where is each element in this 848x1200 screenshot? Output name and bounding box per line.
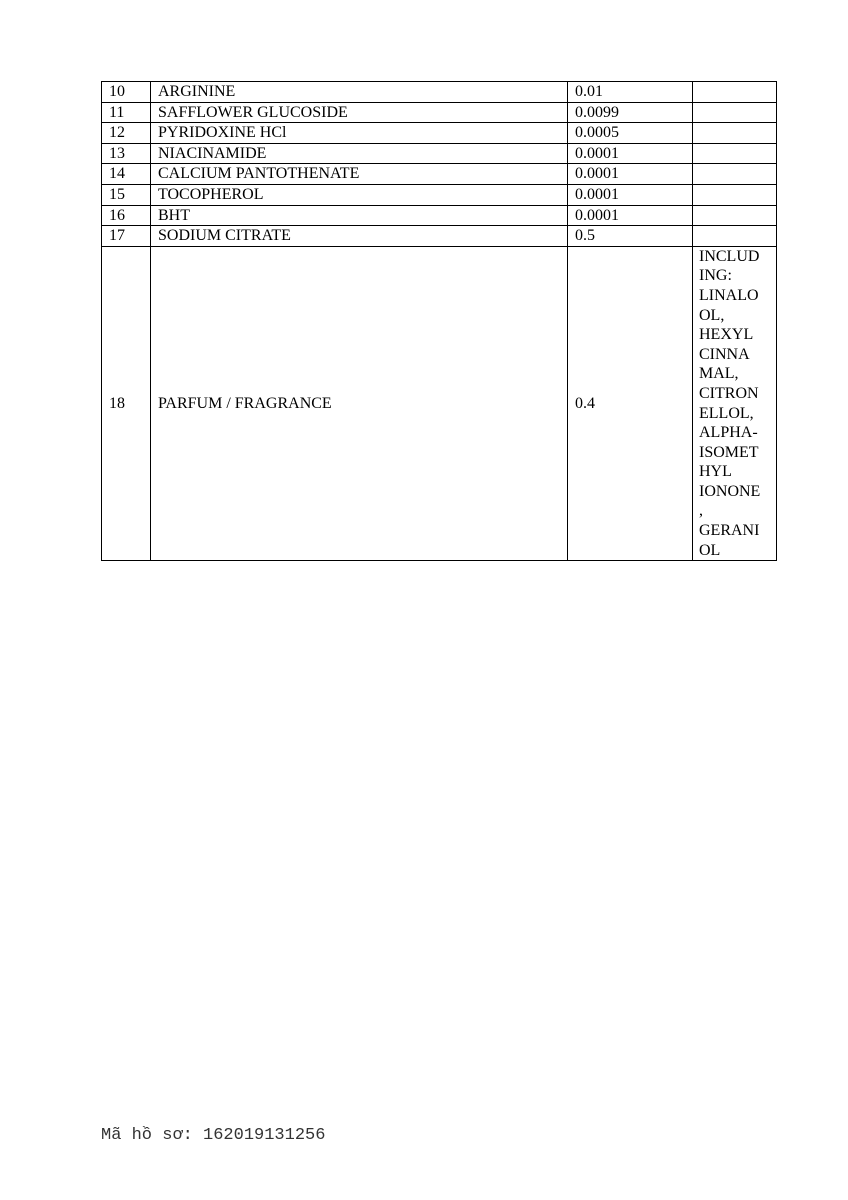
note-line: HYL — [699, 463, 732, 481]
ingredient-note — [693, 102, 777, 123]
note-line: MAL, — [699, 365, 739, 383]
ingredient-name: NIACINAMIDE — [151, 143, 568, 164]
ingredient-name: ARGININE — [151, 82, 568, 103]
note-line: OL — [699, 541, 721, 559]
note-line: ELLOL, — [699, 404, 754, 422]
table-row — [102, 102, 777, 123]
ingredient-value: 0.4 — [568, 246, 693, 561]
table-row — [102, 205, 777, 226]
ingredient-name: TOCOPHEROL — [151, 184, 568, 205]
ingredients-table — [101, 81, 777, 561]
ingredient-note — [693, 123, 777, 144]
ingredient-name: SAFFLOWER GLUCOSIDE — [151, 102, 568, 123]
table-row — [102, 164, 777, 185]
note-line: GERANI — [699, 522, 760, 540]
note-line: LINALO — [699, 286, 759, 304]
ingredient-name: PARFUM / FRAGRANCE — [151, 246, 568, 561]
table-row — [102, 143, 777, 164]
row-number: 16 — [102, 205, 151, 226]
ingredient-note — [693, 184, 777, 205]
ingredient-name: BHT — [151, 205, 568, 226]
ingredient-value: 0.0001 — [568, 143, 693, 164]
table-row — [102, 82, 777, 103]
note-line: HEXYL — [699, 326, 754, 344]
ingredient-note — [693, 82, 777, 103]
note-line: CITRON — [699, 384, 759, 402]
ingredient-note-allergens — [693, 246, 777, 561]
ingredient-note — [693, 143, 777, 164]
row-number: 13 — [102, 143, 151, 164]
table-row-fragrance — [102, 246, 777, 561]
ingredient-value: 0.5 — [568, 226, 693, 247]
note-line: CINNA — [699, 345, 750, 363]
ingredient-value: 0.0005 — [568, 123, 693, 144]
ingredient-name: SODIUM CITRATE — [151, 226, 568, 247]
row-number: 12 — [102, 123, 151, 144]
note-line: ALPHA- — [699, 424, 758, 442]
note-line: OL, — [699, 306, 725, 324]
table-row — [102, 123, 777, 144]
table-row — [102, 226, 777, 247]
row-number: 11 — [102, 102, 151, 123]
ingredient-note — [693, 205, 777, 226]
ingredient-name: PYRIDOXINE HCl — [151, 123, 568, 144]
row-number: 17 — [102, 226, 151, 247]
table-row — [102, 184, 777, 205]
ingredient-value: 0.01 — [568, 82, 693, 103]
document-code-footer: Mã hồ sơ: 162019131256 — [101, 1126, 326, 1145]
ingredient-name: CALCIUM PANTOTHENATE — [151, 164, 568, 185]
ingredient-value: 0.0001 — [568, 184, 693, 205]
note-line: ING: — [699, 267, 732, 285]
ingredient-value: 0.0099 — [568, 102, 693, 123]
note-line: IONONE — [699, 482, 761, 500]
ingredient-value: 0.0001 — [568, 205, 693, 226]
row-number: 14 — [102, 164, 151, 185]
note-line: , — [699, 502, 703, 520]
note-line: ISOMET — [699, 443, 759, 461]
ingredient-note — [693, 226, 777, 247]
ingredient-value: 0.0001 — [568, 164, 693, 185]
ingredients-table-body — [102, 82, 777, 561]
row-number: 10 — [102, 82, 151, 103]
row-number: 15 — [102, 184, 151, 205]
row-number: 18 — [102, 246, 151, 561]
ingredient-note — [693, 164, 777, 185]
note-line: INCLUD — [699, 247, 760, 265]
